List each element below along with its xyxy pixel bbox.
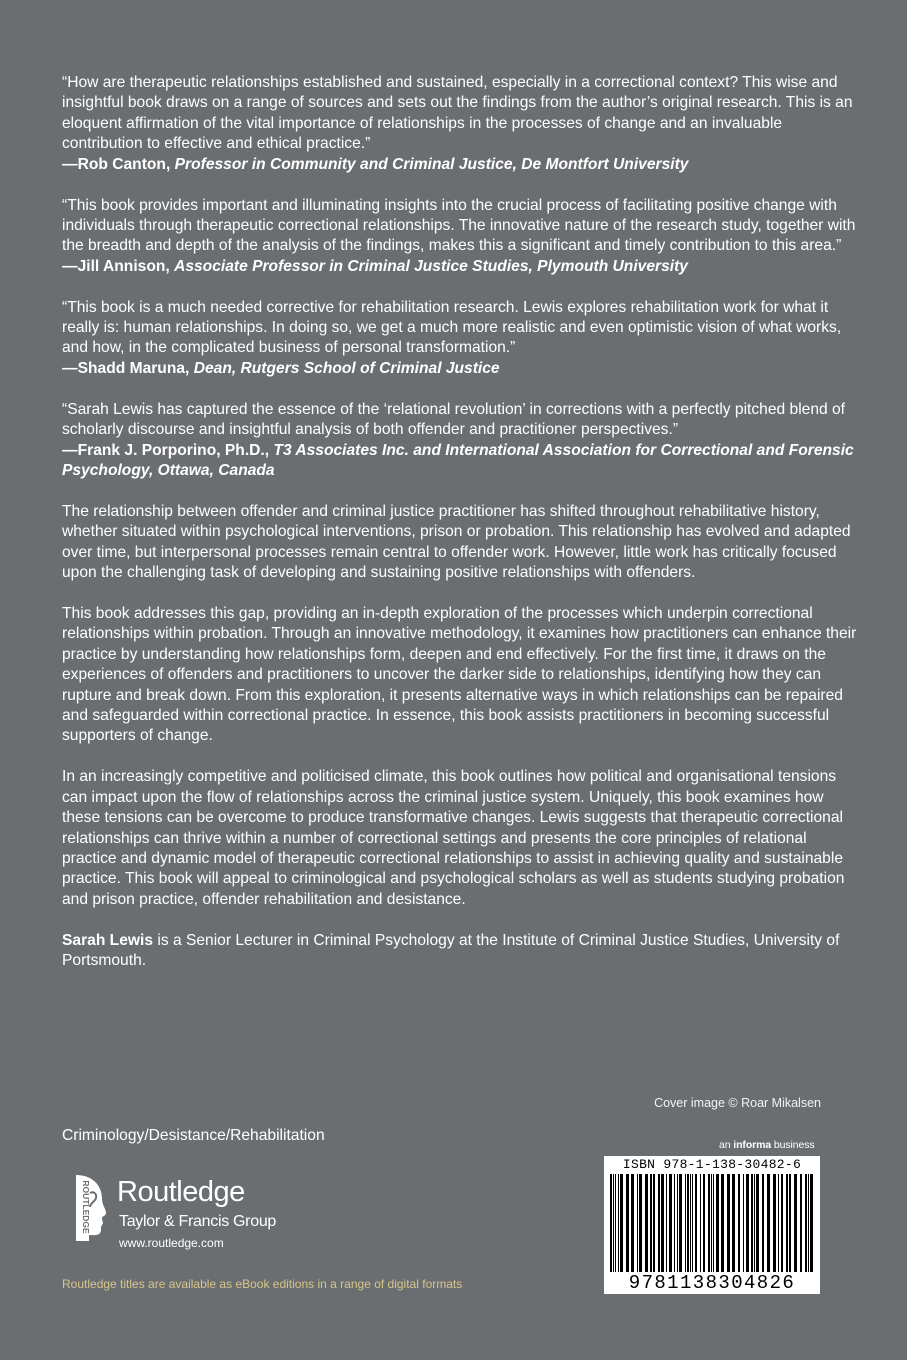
informa-brand: informa bbox=[733, 1139, 772, 1151]
barcode-bar bbox=[721, 1174, 724, 1272]
barcode-bar bbox=[695, 1174, 697, 1272]
endorser-title: T3 Associates Inc. and International Association for Correctional and Forensic Psychology, Ottawa, Canada bbox=[62, 441, 854, 479]
publisher-url: www.routledge.com bbox=[119, 1236, 224, 1250]
barcode-bar bbox=[727, 1174, 730, 1272]
barcode-bar bbox=[674, 1174, 675, 1272]
endorser-name: —Jill Annison, bbox=[62, 257, 170, 275]
barcode-bar bbox=[650, 1174, 652, 1272]
author-name: Sarah Lewis bbox=[62, 931, 154, 949]
endorsement-text: “How are therapeutic relationships established and sustained, especially in a correctional context? This wise and insightful book draws on a range of sources and sets out the findings from the author’s original research. This is an eloquent affirmation of the vital importance of relationships in the processes of change and an invaluable contribution to effective and ethical practice.” bbox=[62, 74, 853, 153]
barcode-bar bbox=[713, 1174, 714, 1272]
barcode-bar bbox=[645, 1174, 648, 1272]
barcode-bar bbox=[794, 1174, 797, 1272]
barcode-bar bbox=[613, 1174, 614, 1272]
routledge-logo bbox=[62, 1173, 302, 1250]
informa-suffix: business bbox=[771, 1139, 815, 1151]
barcode-bar bbox=[716, 1174, 719, 1272]
barcode-bar bbox=[639, 1174, 642, 1272]
barcode-bar bbox=[789, 1174, 791, 1272]
barcode-bar bbox=[732, 1174, 735, 1272]
routledge-side-text: ROUTLEDGE bbox=[81, 1180, 91, 1234]
barcode-bar bbox=[703, 1174, 705, 1272]
description-paragraph: This book addresses this gap, providing an in-depth exploration of the processes which underpin correctional relationships within probation. Through an innovative methodology, it examines how practitioners can enhance their practice by understanding how relationships form, deepen and end effectively. For the first time, it draws on the experiences of offenders and practitioners to uncover the darker side to relationships, identifying how they can rupture and break down. From this exploration, it presents alternative ways in which relationships can be repaired and safeguarded within correctional practice. In essence, this book assists practitioners in becoming successful supporters of change. bbox=[62, 605, 857, 745]
endorser-title: Professor in Community and Criminal Justice, De Montfort University bbox=[174, 155, 689, 173]
back-cover-text bbox=[62, 73, 862, 972]
barcode-bar bbox=[711, 1174, 712, 1272]
barcode-bar bbox=[767, 1174, 770, 1272]
barcode-bar bbox=[805, 1174, 807, 1272]
barcode-bar bbox=[690, 1174, 691, 1272]
barcode-bar bbox=[700, 1174, 701, 1272]
publisher-brand: Routledge bbox=[117, 1176, 245, 1208]
author-bio bbox=[62, 931, 862, 972]
endorsement-text: “This book is a much needed corrective for rehabilitation research. Lewis explores rehabilitation work for what it really is: human relationships. In doing so, we get a much more realistic and even optimistic vision of what works, and how, in the complicated business of personal transformation.” bbox=[62, 298, 842, 357]
barcode-bar bbox=[653, 1174, 655, 1272]
endorsement bbox=[62, 400, 862, 482]
barcode-bar bbox=[751, 1174, 753, 1272]
barcode-bar bbox=[778, 1174, 779, 1272]
barcode-bar bbox=[743, 1174, 744, 1272]
barcode-bar bbox=[620, 1174, 623, 1272]
barcode-bar bbox=[631, 1174, 634, 1272]
barcode-bar bbox=[692, 1174, 693, 1272]
barcode-bar bbox=[800, 1174, 802, 1272]
publisher-group: Taylor & Francis Group bbox=[119, 1213, 277, 1230]
endorser-name: —Frank J. Porporino, Ph.D., bbox=[62, 441, 270, 459]
endorsement-attribution bbox=[62, 257, 862, 277]
barcode-bar bbox=[661, 1174, 664, 1272]
barcode-bar bbox=[773, 1174, 776, 1272]
barcode-bar bbox=[810, 1174, 813, 1272]
description-paragraph: In an increasingly competitive and politicised climate, this book outlines how political and organisational tensions can impact upon the flow of relationships across the criminal justice system. Uniquely, this book examines how these tensions can be overcome to produce transformative changes. Lewis suggests that therapeutic correctional relationships can thrive within a number of correctional settings and presents the core principles of relational practice and dynamic model of therapeutic correctional relationships to assist in achieving quality and sustainable practice. This book will appeal to criminological and psychological scholars as well as students studying probation and prison practice, offender rehabilitation and desistance. bbox=[62, 768, 845, 908]
description-paragraph: The relationship between offender and criminal justice practitioner has shifted throughout rehabilitative history, whether situated within psychological interventions, prison or probation. This relationship has evolved and adapted over time, but interpersonal processes remain central to offender work. However, little work has critically focused upon the challenging task of developing and sustaining positive relationships with offenders. bbox=[62, 502, 851, 582]
informa-prefix: an bbox=[719, 1139, 734, 1151]
barcode-bar bbox=[738, 1174, 740, 1272]
informa-tagline bbox=[719, 1139, 815, 1151]
barcode-bar bbox=[626, 1174, 629, 1272]
barcode-bar bbox=[658, 1174, 660, 1272]
barcode-bar bbox=[610, 1174, 612, 1272]
endorsement-attribution bbox=[62, 359, 862, 379]
barcode-bar bbox=[687, 1174, 689, 1272]
endorser-title: Dean, Rutgers School of Criminal Justice bbox=[193, 359, 500, 377]
endorsement-attribution bbox=[62, 155, 862, 175]
barcode-bar bbox=[637, 1174, 638, 1272]
endorsement bbox=[62, 73, 862, 175]
barcode-bar bbox=[677, 1174, 678, 1272]
routledge-head-icon bbox=[62, 1173, 110, 1243]
barcode-number: 9781138304826 bbox=[604, 1272, 820, 1294]
endorser-name: —Shadd Maruna, bbox=[62, 359, 190, 377]
subject-categories: Criminology/Desistance/Rehabilitation bbox=[62, 1127, 325, 1144]
barcode-bar bbox=[708, 1174, 710, 1272]
barcode-bar bbox=[679, 1174, 682, 1272]
barcode-bar bbox=[786, 1174, 788, 1272]
barcode-bar bbox=[762, 1174, 764, 1272]
endorsement-text: “This book provides important and illuminating insights into the crucial process of facilitating positive change with individuals through therapeutic correctional relationships. The innovative nature of the research study, together with the breadth and depth of the analysis of the findings, makes this a significant and timely contribution to this area.” bbox=[62, 196, 856, 255]
barcode-bar bbox=[754, 1174, 755, 1272]
endorsement-attribution bbox=[62, 441, 862, 482]
endorsement bbox=[62, 298, 862, 380]
barcode-bar bbox=[808, 1174, 809, 1272]
barcode-bar bbox=[666, 1174, 667, 1272]
ebook-note: Routledge titles are available as eBook editions in a range of digital formats bbox=[62, 1277, 463, 1291]
barcode-bar bbox=[618, 1174, 619, 1272]
barcode-bar bbox=[756, 1174, 759, 1272]
barcode-bar bbox=[615, 1174, 616, 1272]
endorsement bbox=[62, 196, 862, 278]
barcode-bar bbox=[685, 1174, 686, 1272]
barcode-bar bbox=[746, 1174, 749, 1272]
barcode-bar bbox=[669, 1174, 672, 1272]
barcode-bar bbox=[781, 1174, 783, 1272]
endorser-title: Associate Professor in Criminal Justice Studies, Plymouth University bbox=[174, 257, 688, 275]
endorsement-text: “Sarah Lewis has captured the essence of the ‘relational revolution’ in corrections with a perfectly pitched blend of scholarly discourse and insightful analysis of both offender and practitioner perspectives.” bbox=[62, 400, 846, 439]
author-bio-text: is a Senior Lecturer in Criminal Psychology at the Institute of Criminal Justice Studies, University of Portsmouth. bbox=[62, 931, 840, 970]
isbn-label: ISBN 978-1-138-30482-6 bbox=[622, 1157, 802, 1172]
isbn-barcode bbox=[604, 1156, 820, 1294]
endorser-name: —Rob Canton, bbox=[62, 155, 171, 173]
cover-credit: Cover image © Roar Mikalsen bbox=[654, 1096, 821, 1110]
